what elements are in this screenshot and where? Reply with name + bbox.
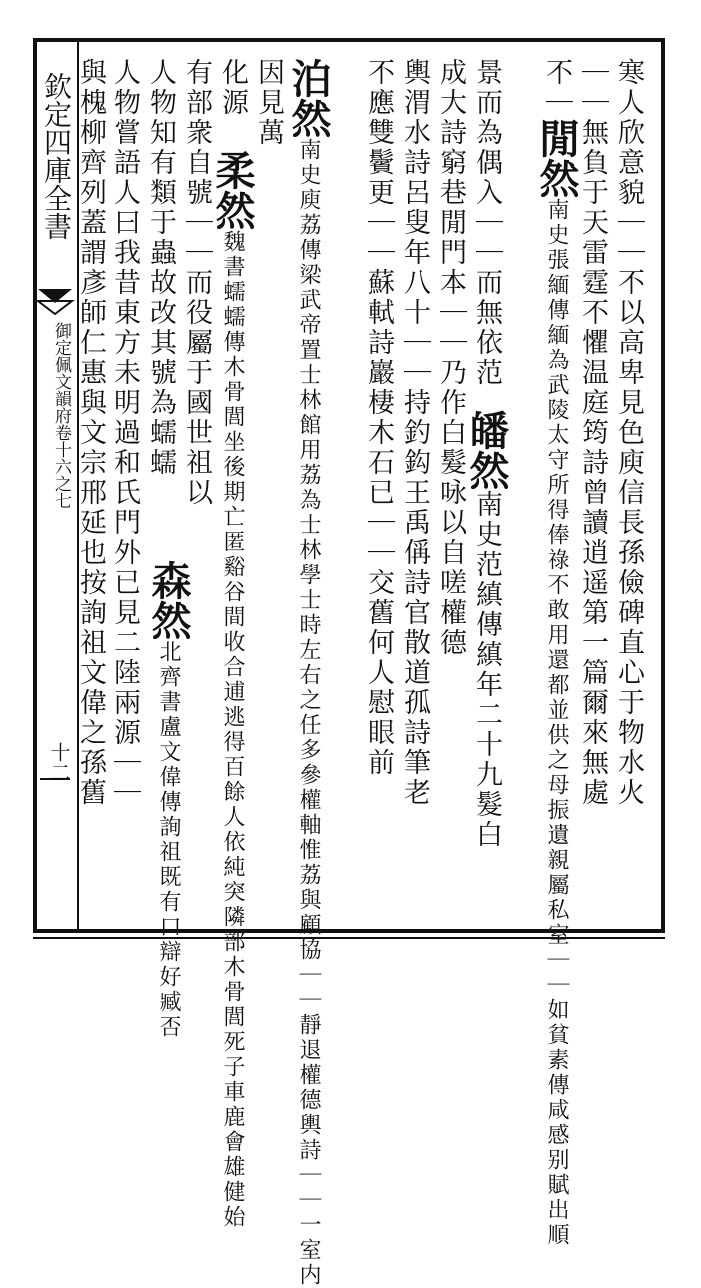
text-column: 有部衆自號｜｜而役屬于國世祖以 <box>181 58 212 508</box>
book-title: 欽定四庫全書 <box>40 72 73 240</box>
text-column: ｜｜無負于天雷霆不懼温庭筠詩曾讀逍遥第一篇爾來無處 <box>577 58 608 808</box>
text-column: 成大詩窮巷閒門本｜｜乃作白髮咏以自嗟權德 <box>435 58 466 658</box>
headword: 森然 <box>145 560 192 640</box>
headword: 柔然 <box>209 150 256 230</box>
text-column: 因見萬 <box>253 58 284 148</box>
text-column: 人物知有類于蟲故改其號為蠕蠕 <box>145 58 176 478</box>
bottom-rule <box>33 937 665 939</box>
headword: 泊然 <box>285 58 332 138</box>
headword: 皤然 <box>463 410 510 490</box>
headword: 閒然 <box>533 118 580 198</box>
text-column: 景而為偶入｜｜而無依范 <box>471 58 502 388</box>
text-column: 不應雙鬢更｜｜蘇軾詩巖棲木石已｜｜交舊何人慰眼前 <box>363 58 394 778</box>
text-column: 泊然南史庾荔傳梁武帝置士林館用荔為士林學士時左右之任多參權軸惟荔與顧協｜｜靜退權德輿詩｜｜一室内 <box>285 58 332 1288</box>
text-column: 不｜閒然南史張緬傳緬為武陵太守所得俸祿不敢用還都並供之母振遺親屬私室｜｜如貧素傳咸感别賦出順 <box>533 58 580 1248</box>
page-number: 十二 <box>47 742 71 782</box>
margin-strip <box>36 42 74 930</box>
text-column: 柔然魏書蠕蠕傳木骨閭坐後期亡匿谿谷間收合逋逃得百餘人依純突隣部木骨閭死子車鹿會雄健始 <box>209 150 256 1230</box>
text-column: 人物嘗語人曰我昔東方未明過和氏門外已見二陸兩源｜｜ <box>109 58 140 808</box>
text-column: 化源 <box>217 58 248 118</box>
fish-tail-mark-icon <box>36 287 74 315</box>
text-column: 與槐柳齊列蓋謂彥師仁惠與文宗邢延也按詢祖文偉之孫舊 <box>75 58 106 808</box>
text-column: 輿渭水詩呂叟年八十｜｜持釣鈎王禹偁詩官散道孤詩筆老 <box>399 58 430 808</box>
text-column: 寒人欣意貌｜｜不以高卑見色庾信長孫儉碑直心于物水火 <box>613 58 644 808</box>
chapter-title: 御定佩文韻府卷十六之七 <box>51 322 71 509</box>
text-column: 皤然南史范縝傳縝年二十九髮白 <box>463 410 510 850</box>
text-column: 森然北齊書盧文偉傳詢祖既有口辯好臧否 <box>145 560 192 1040</box>
